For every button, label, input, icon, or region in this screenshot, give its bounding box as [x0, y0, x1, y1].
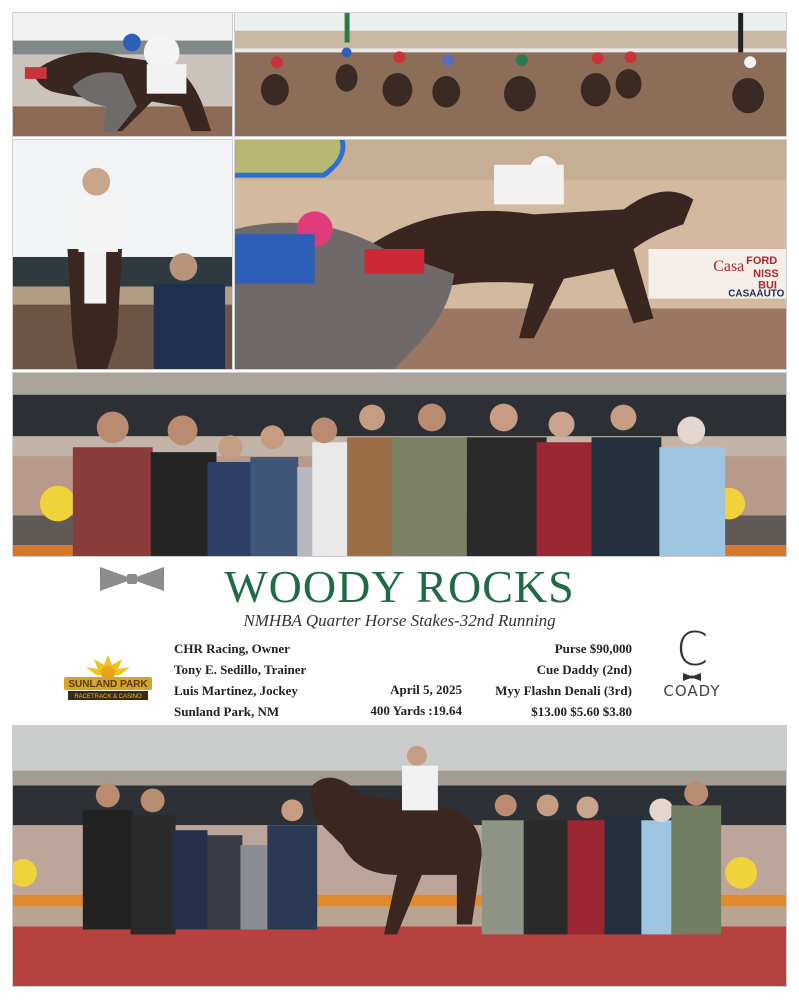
- niss-sign: NISS: [753, 267, 779, 280]
- sunland-park-logo: [60, 653, 156, 701]
- connections-column: [174, 638, 306, 722]
- trainer-text: Tony E. Sedillo, Trainer: [174, 662, 307, 677]
- details-column: [352, 679, 462, 721]
- horse-name-title: WOODY ROCKS: [224, 561, 575, 612]
- race-name-subtitle: NMHBA Quarter Horse Stakes-32nd Running: [243, 611, 556, 630]
- distance-time: 400 Yards :19.64: [370, 703, 462, 718]
- photo-winners-circle: [12, 725, 787, 987]
- jockey-text: Luis Martinez, Jockey: [174, 683, 298, 698]
- photo-finish-closeup: [12, 12, 233, 137]
- photo-race-field: [234, 12, 787, 137]
- results-column: [472, 638, 632, 722]
- casa-sign: Casa: [713, 257, 745, 275]
- bui-sign: BUI: [758, 279, 777, 292]
- sunland-logo-line2: RACETRACK & CASINO: [74, 694, 142, 700]
- photo-jockey-trainer: [12, 139, 233, 370]
- race-date: April 5, 2025: [390, 682, 462, 697]
- third-place: Myy Flashn Denali (3rd): [495, 683, 632, 698]
- location-text: Sunland Park, NM: [174, 704, 280, 719]
- photo-wire-finish: [234, 139, 787, 370]
- coady-name: COADY: [663, 682, 721, 700]
- coady-photography-logo: [652, 622, 732, 711]
- coady-initial: C: [675, 622, 709, 676]
- purse-text: Purse $90,000: [554, 641, 632, 656]
- photo-winners-group: [12, 372, 787, 557]
- sunland-logo-line1: SUNLAND PARK: [68, 679, 148, 690]
- ford-sign: FORD: [746, 254, 778, 267]
- casaauto-sign: CASAAUTO: [728, 288, 785, 300]
- payouts-text: $13.00 $5.60 $3.80: [531, 704, 632, 719]
- owner-text: CHR Racing, Owner: [174, 641, 290, 656]
- race-info-panel: [12, 558, 787, 723]
- second-place: Cue Daddy (2nd): [536, 662, 632, 677]
